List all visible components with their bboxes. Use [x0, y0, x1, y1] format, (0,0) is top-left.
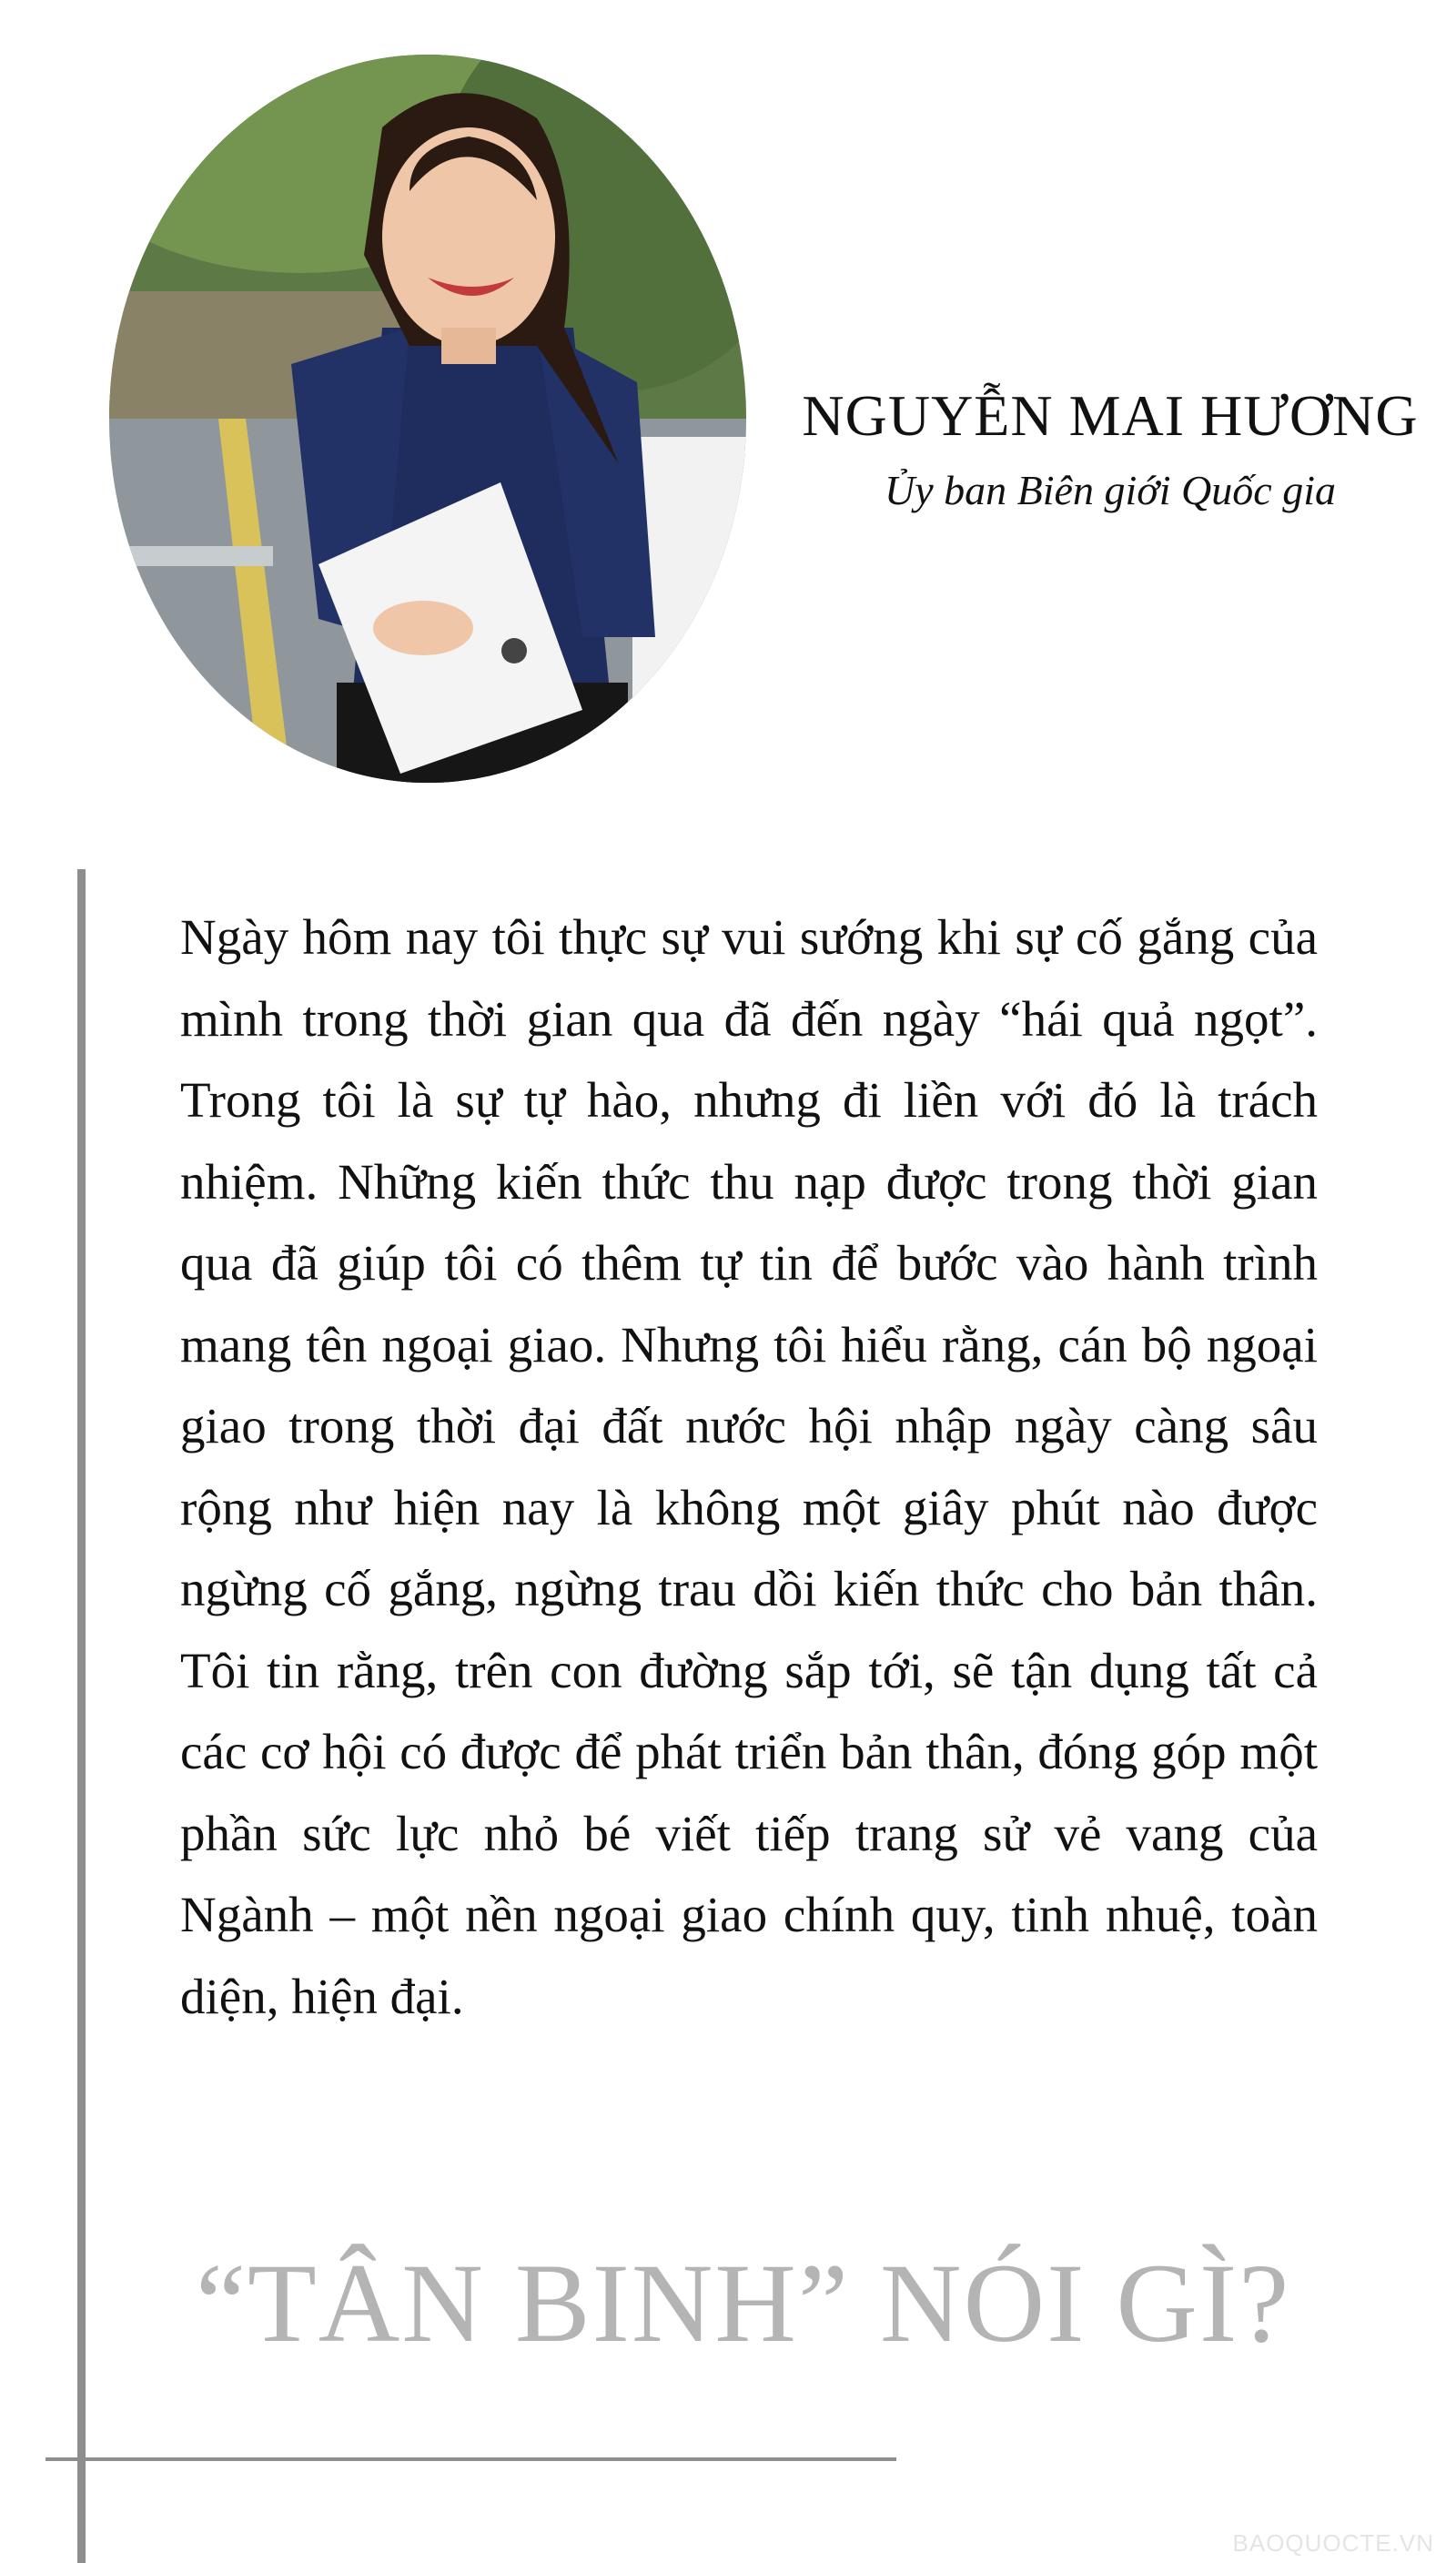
quote-text: Ngày hôm nay tôi thực sự vui sướng khi sự cố gắng của mình trong thời gian qua đã đến ngày “hái quả ngọt”. Trong tôi là sự tự hào, nhưng đi liền với đó là trách nhiệm. Những kiến thức thu nạp được trong thời gian qua đã giúp tôi có thêm tự tin để bước vào hành trình mang tên ngoại giao. Nhưng tôi hiểu rằng, cán bộ ngoại giao trong thời đại đất nước hội nhập ngày càng sâu rộng như hiện nay là không một giây phút nào được ngừng cố gắng, ngừng trau dồi kiến thức cho bản thân. Tôi tin rằng, trên con đường sắp tới, sẽ tận dụng tất cả các cơ hội có được để phát triển bản thân, đóng góp một phần sức lực nhỏ bé viết tiếp trang sử vẻ vang của Ngành – một nền ngoại giao chính quy, tinh nhuệ, toàn diện, hiện đại.: [180, 909, 1318, 2024]
horizontal-divider: [46, 2457, 896, 2461]
portrait-photo: [109, 55, 746, 783]
vertical-divider: [77, 869, 86, 2563]
quote-block: [180, 897, 1318, 2037]
person-name: NGUYỄN MAI HƯƠNG: [802, 383, 1419, 448]
portrait-illustration: [109, 55, 746, 783]
person-organization: Ủy ban Biên giới Quốc gia: [885, 467, 1336, 513]
section-heading: “TÂN BINH” NÓI GÌ?: [196, 2241, 1291, 2365]
site-watermark: BAOQUOCTE.VN: [1232, 2529, 1434, 2557]
profile-block: [783, 382, 1438, 514]
